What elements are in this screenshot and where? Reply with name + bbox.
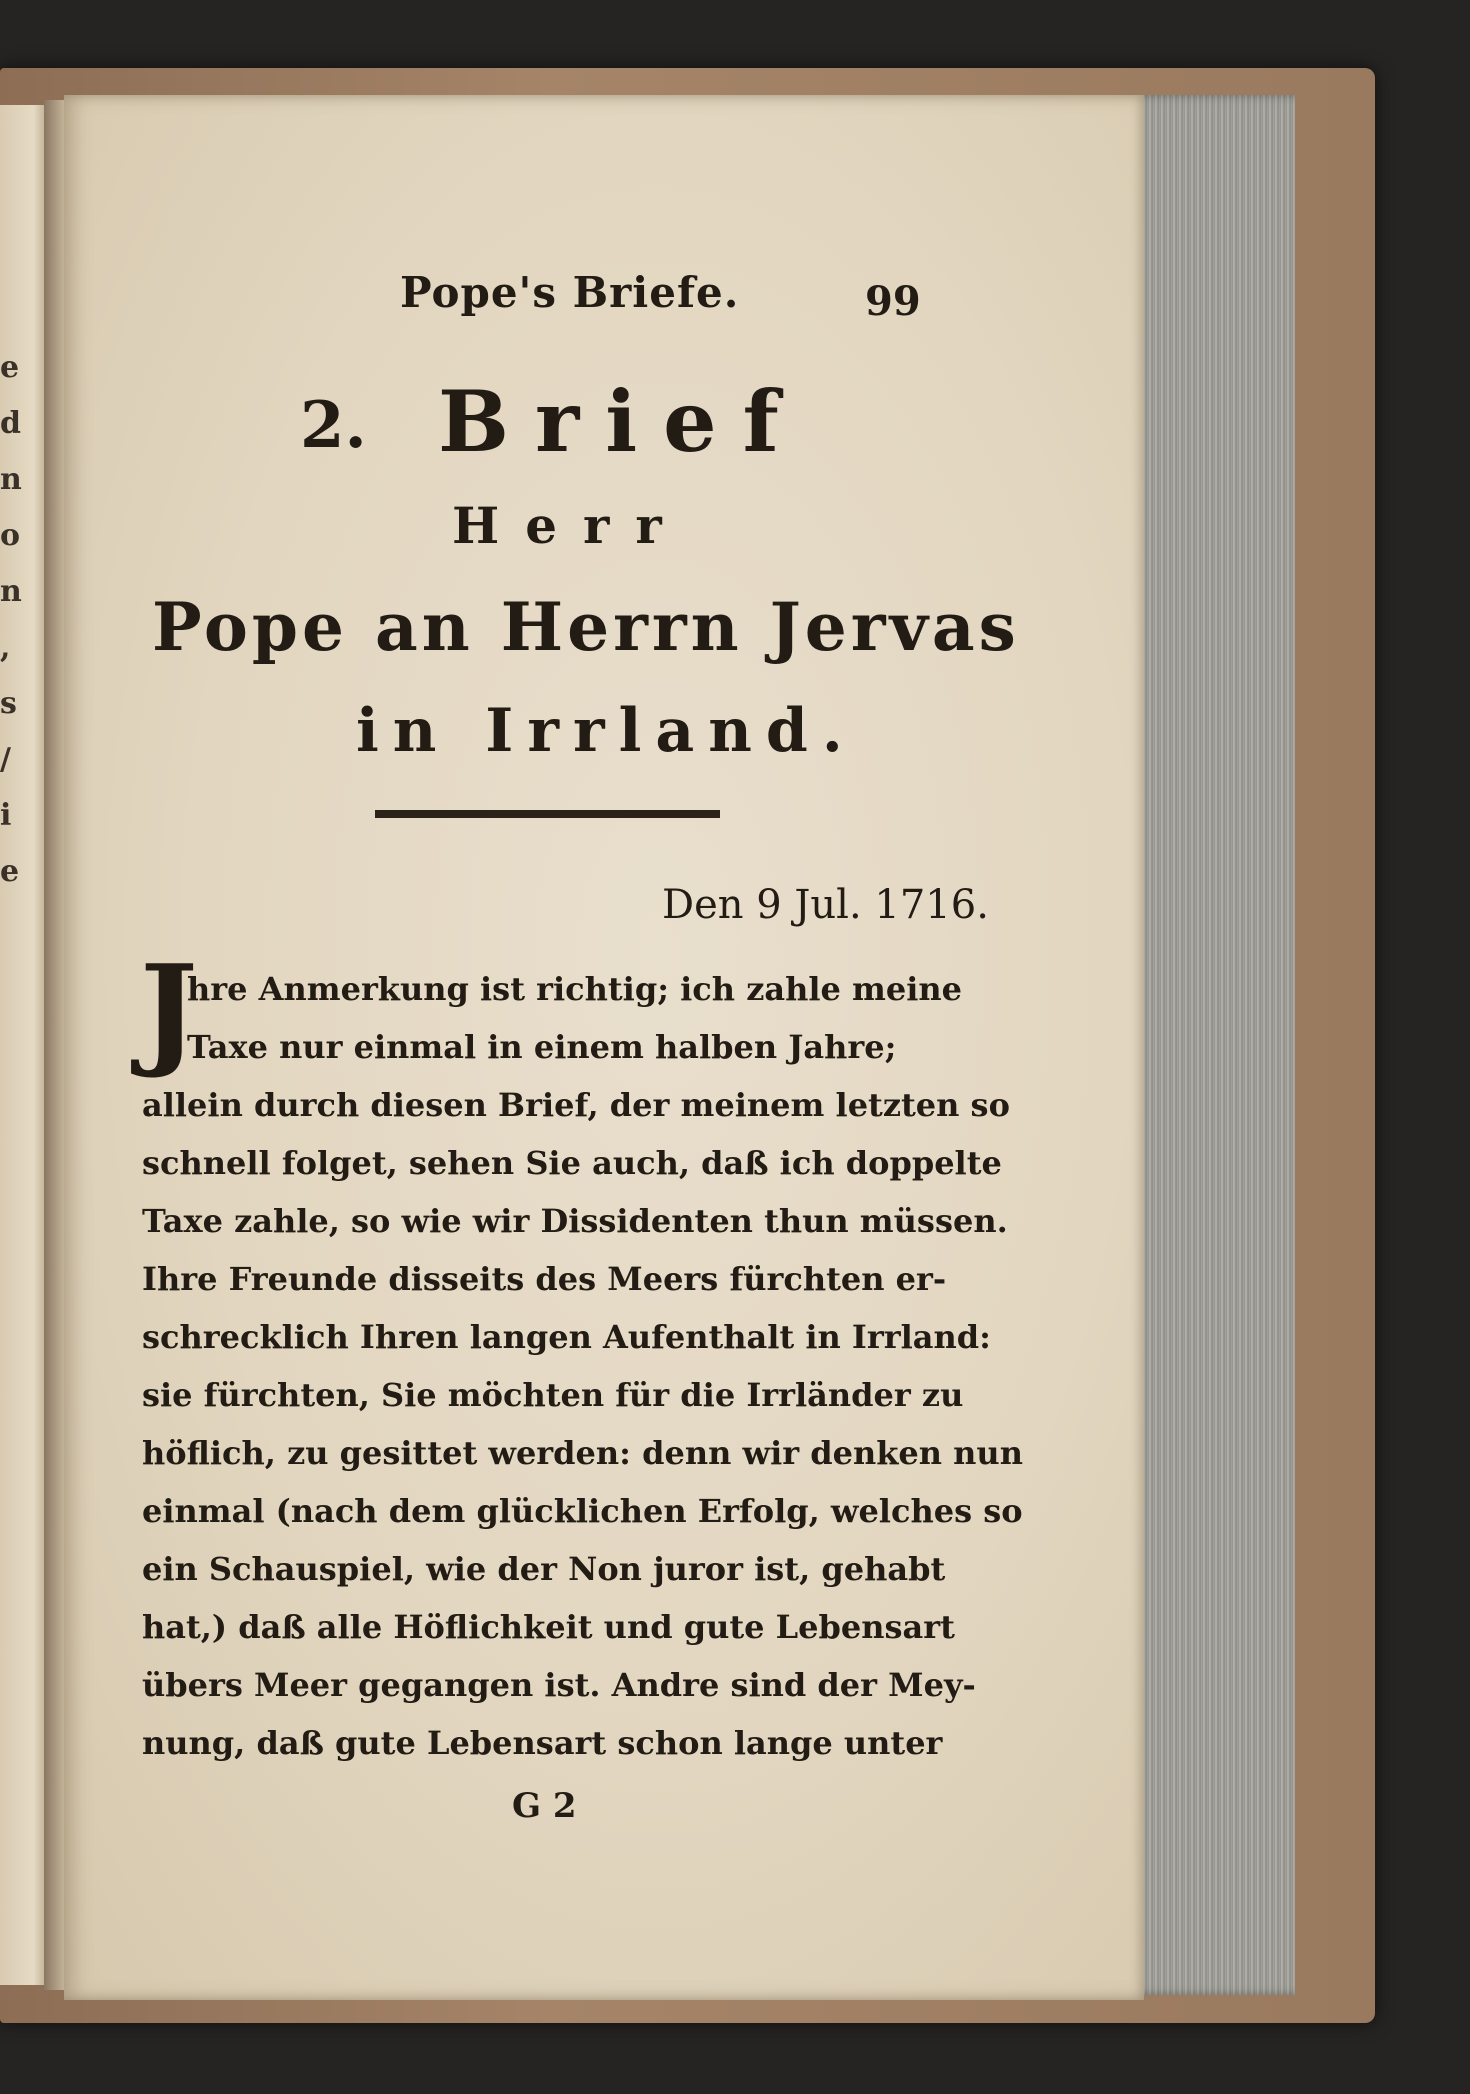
left-page-letter: o: [0, 518, 21, 553]
body-line: nung, daß gute Lebensart schon lange unter: [142, 1724, 943, 1762]
body-line: einmal (nach dem glücklichen Erfolg, welches so: [142, 1492, 1023, 1530]
title-line-1: Pope an Herrn Jervas: [152, 588, 1020, 666]
body-line: Ihre Freunde disseits des Meers fürchten er-: [142, 1260, 947, 1298]
left-page-letter: d: [0, 406, 21, 441]
running-head: Pope's Briefe.: [400, 268, 740, 317]
herr-heading: Herr: [452, 496, 688, 555]
body-line: allein durch diesen Brief, der meinem letzten so: [142, 1086, 1010, 1124]
letter-number: 2.: [300, 388, 367, 463]
body-line: höflich, zu gesittet werden: denn wir denken nun: [142, 1434, 1023, 1472]
body-line: hre Anmerkung ist richtig; ich zahle meine: [187, 970, 963, 1008]
body-line: hat,) daß alle Höflichkeit und gute Lebensart: [142, 1608, 955, 1646]
page-number: 99: [865, 278, 921, 325]
dateline: Den 9 Jul. 1716.: [662, 882, 989, 928]
body-line: übers Meer gegangen ist. Andre sind der Mey-: [142, 1666, 976, 1704]
left-page-letter: i: [0, 798, 12, 833]
left-page-letter: ,: [0, 630, 11, 665]
title-rule: [375, 810, 720, 818]
body-line: schnell folget, sehen Sie auch, daß ich doppelte: [142, 1144, 1002, 1182]
left-page-letter: e: [0, 350, 20, 385]
body-text: [142, 960, 1023, 1772]
body-line: sie fürchten, Sie möchten für die Irrländer zu: [142, 1376, 964, 1414]
page-edges: [1130, 95, 1295, 1995]
left-page-bleed-text: [0, 340, 20, 900]
signature-mark: G 2: [512, 1786, 577, 1826]
left-page-letter: e: [0, 854, 20, 889]
body-line: Taxe nur einmal in einem halben Jahre;: [187, 1028, 897, 1066]
letter-heading: Brief: [438, 372, 805, 471]
left-page-letter: n: [0, 574, 22, 609]
body-line: ein Schauspiel, wie der Non juror ist, gehabt: [142, 1550, 946, 1588]
left-page-letter: s: [0, 686, 17, 721]
dropcap: J: [140, 937, 198, 1081]
body-line: schrecklich Ihren langen Aufenthalt in Irrland:: [142, 1318, 991, 1356]
left-page-letter: n: [0, 462, 22, 497]
left-page-letter: /: [0, 742, 11, 777]
title-line-2: in Irrland.: [356, 696, 857, 766]
body-line: Taxe zahle, so wie wir Dissidenten thun müssen.: [142, 1202, 1008, 1240]
